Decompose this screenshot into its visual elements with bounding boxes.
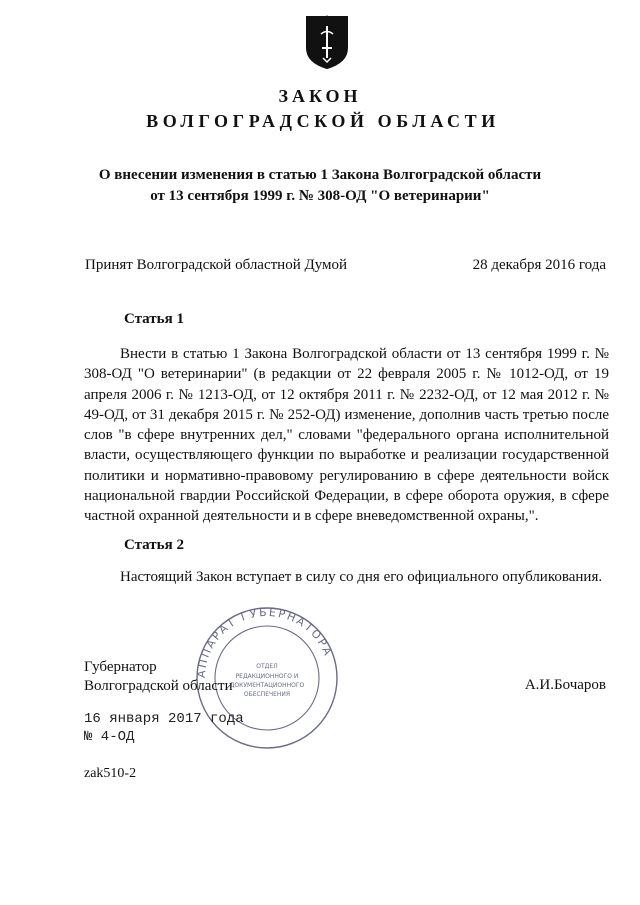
stamp-outer-text: АППАРАТ ГУБЕРНАТОРА (194, 605, 335, 679)
svg-text:ДОКУМЕНТАЦИОННОГО: ДОКУМЕНТАЦИОННОГО (229, 682, 305, 689)
svg-text:ОБЕСПЕЧЕНИЯ: ОБЕСПЕЧЕНИЯ (243, 691, 291, 698)
signatory-title-1: Губернатор (84, 659, 157, 675)
document-title: ЗАКОН (278, 86, 362, 106)
article-1-heading: Статья 1 (124, 311, 184, 327)
registration-date: 16 января 2017 года (84, 711, 244, 727)
subject-line-1: О внесении изменения в статью 1 Закона Волгоградской области (98, 167, 542, 183)
signatory-title-2: Волгоградской области (84, 678, 233, 694)
coat-of-arms-icon (304, 14, 350, 70)
registration-number: № 4-ОД (84, 729, 135, 745)
article-2-heading: Статья 2 (124, 537, 184, 553)
adopted-by: Принят Волгоградской областной Думой (85, 257, 348, 273)
svg-text:РЕДАКЦИОННОГО И: РЕДАКЦИОННОГО И (235, 673, 299, 680)
article-1-text: Внести в статью 1 Закона Волгоградской области от 13 сентября 1999 г. № 308-ОД "О ветеринарии" (в редакции от 22 февраля 2005 г. № 1012-ОД, от 19 апреля 2006 г. № 1213-ОД, от 12 октября 2011 г. № 2232-ОД, от 12 мая 2012 г. № 49-ОД, от 31 декабря 2015 г. № 252-ОД) изменение, дополнив часть третью после слов "в сфере внутренних дел," словами "федерального органа исполнительной власти, осуществляющего функции по выработке и реализации государственной политики и нормативно-правовому регулированию в сфере деятельности войск национальной гвардии Российской Федерации, в сфере оборота оружия, в сфере частной охранной деятельности и в сфере вневедомственной охраны,". (84, 346, 609, 525)
document-reference: zak510-2 (84, 766, 137, 781)
article-2-text: Настоящий Закон вступает в силу со дня его официального опубликования. (120, 569, 603, 585)
svg-text:ОТДЕЛ: ОТДЕЛ (256, 663, 278, 670)
document-region: ВОЛГОГРАДСКОЙ ОБЛАСТИ (146, 111, 500, 131)
signatory-name: А.И.Бочаров (524, 677, 606, 693)
adoption-date: 28 декабря 2016 года (472, 257, 606, 273)
subject-line-2: от 13 сентября 1999 г. № 308-ОД "О ветеринарии" (150, 188, 490, 204)
